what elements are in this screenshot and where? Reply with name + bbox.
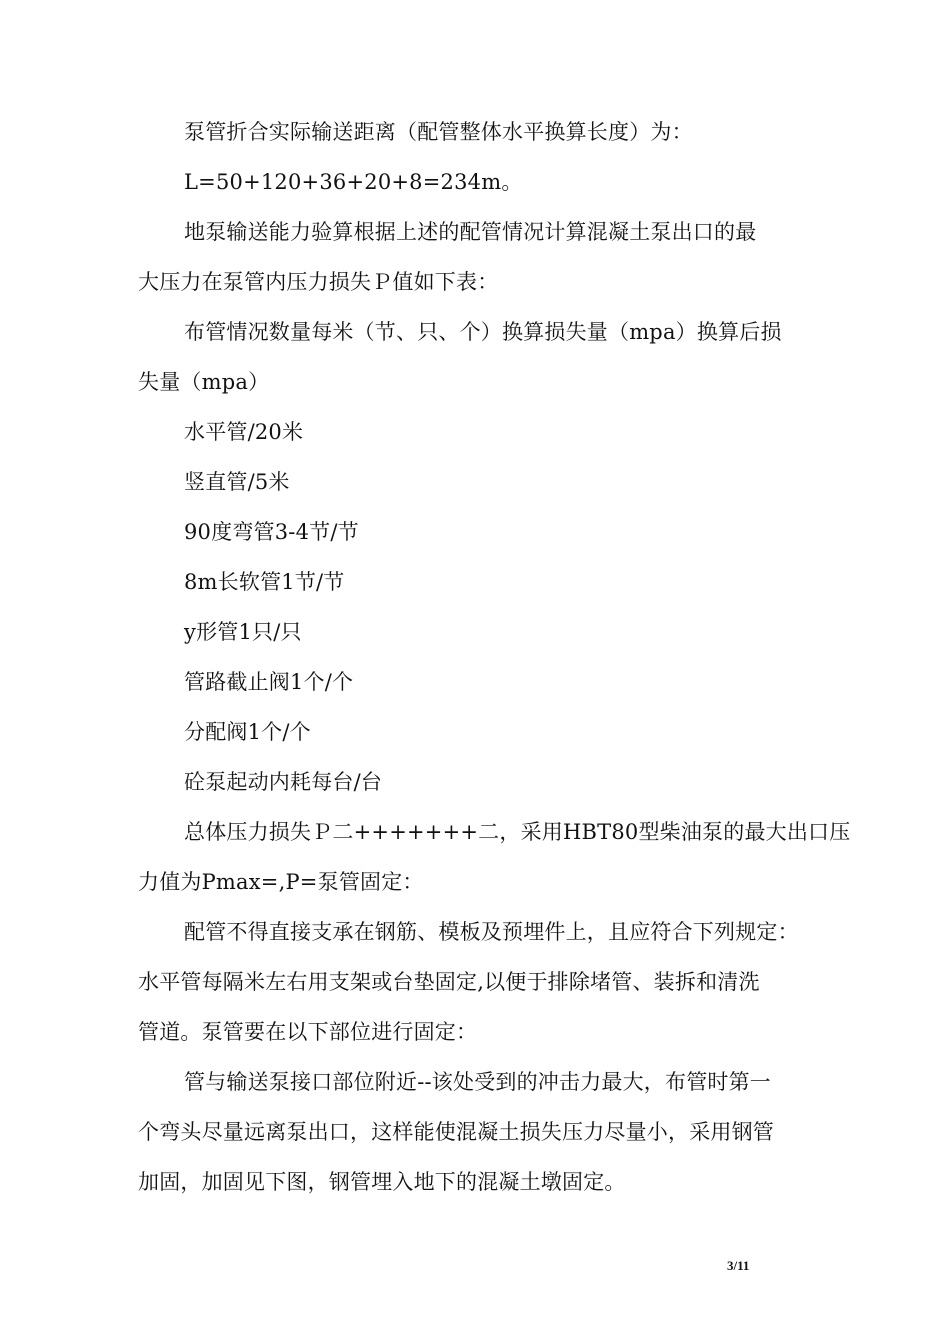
- text-line: L=50+120+36+20+8=234m。: [184, 170, 523, 194]
- text-line: 个弯头尽量远离泵出口，这样能使混凝土损失压力尽量小，采用钢管: [138, 1120, 774, 1144]
- text-line: 管路截止阀1个/个: [184, 670, 354, 694]
- text-line: 失量（mpa）: [138, 370, 270, 394]
- text-line: 地泵输送能力验算根据上述的配管情况计算混凝土泵出口的最: [184, 220, 757, 244]
- text-line: 水平管/20米: [184, 420, 304, 444]
- text-line: 大压力在泵管内压力损失Ｐ值如下表：: [138, 270, 499, 294]
- text-line: 配管不得直接支承在钢筋、模板及预埋件上，且应符合下列规定：: [184, 920, 799, 944]
- page-number: 3/11: [727, 1258, 750, 1273]
- text-line: 砼泵起动内耗每台/台: [184, 770, 383, 794]
- text-line: 总体压力损失Ｐ二+++++++二，采用HBT80型柴油泵的最大出口压: [184, 820, 851, 844]
- text-line: 水平管每隔米左右用支架或台垫固定,以便于排除堵管、装拆和清洗: [138, 970, 760, 994]
- text-line: 管与输送泵接口部位附近--该处受到的冲击力最大，布管时第一: [184, 1070, 771, 1094]
- text-line: 竖直管/5米: [184, 470, 290, 494]
- text-line: 管道。泵管要在以下部位进行固定：: [138, 1020, 478, 1044]
- text-line: 布管情况数量每米（节、只、个）换算损失量（mpa）换算后损: [184, 320, 782, 344]
- text-line: 8m长软管1节/节: [184, 570, 345, 594]
- text-line: 加固，加固见下图，钢管埋入地下的混凝土墩固定。: [138, 1170, 626, 1194]
- text-line: y形管1只/只: [184, 620, 302, 644]
- text-line: 分配阀1个/个: [184, 720, 311, 744]
- text-line: 90度弯管3-4节/节: [184, 520, 359, 544]
- text-line: 力值为Pmax=,P=泵管固定：: [138, 870, 424, 894]
- text-line: 泵管折合实际输送距离（配管整体水平换算长度）为：: [184, 120, 693, 144]
